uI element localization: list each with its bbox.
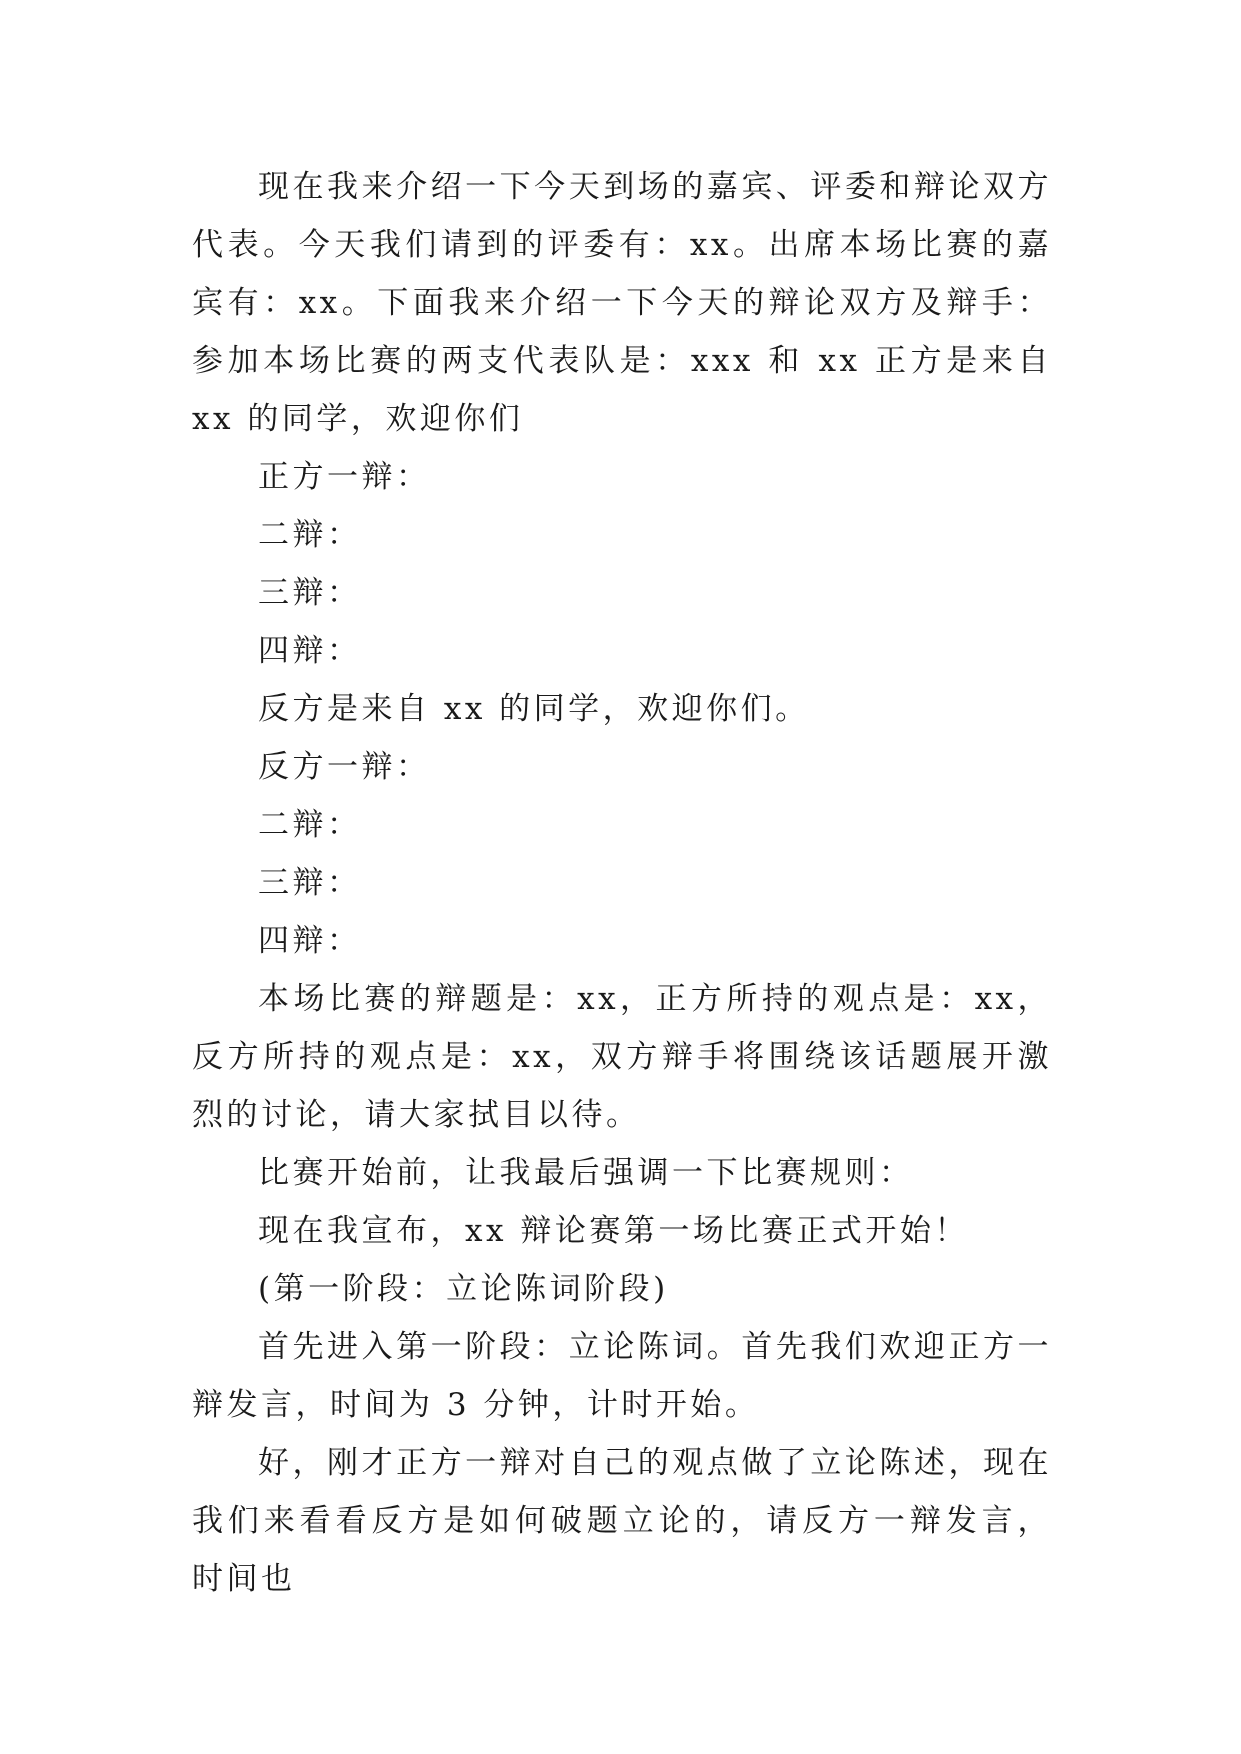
negative-second-speaker-line: 二辩：	[258, 807, 362, 843]
stage-heading: (第一阶段：立论陈词阶段)	[258, 1271, 669, 1307]
affirmative-second-speaker-line: 二辩：	[258, 517, 362, 553]
debate-topic-paragraph: 本场比赛的辩题是：xx，正方所持的观点是：xx，反方所持的观点是：xx，双方辩手将围绕该话题展开激烈的讨论，请大家拭目以待。	[192, 981, 1052, 1133]
intro-paragraph: 现在我来介绍一下今天到场的嘉宾、评委和辩论双方代表。今天我们请到的评委有：xx。出席本场比赛的嘉宾有：xx。下面我来介绍一下今天的辩论双方及辩手：参加本场比赛的两支代表队是：xxx 和 xx 正方是来自 xx 的同学，欢迎你们	[192, 169, 1052, 437]
document-body	[192, 158, 1052, 1608]
affirmative-third-speaker-line: 三辩：	[258, 575, 362, 611]
announcement-paragraph: 现在我宣布，xx 辩论赛第一场比赛正式开始！	[258, 1213, 969, 1249]
negative-first-speaker-line: 反方一辩：	[258, 749, 431, 785]
negative-team-intro: 反方是来自 xx 的同学，欢迎你们。	[258, 691, 810, 727]
stage-one-paragraph: 首先进入第一阶段：立论陈词。首先我们欢迎正方一辩发言，时间为 3 分钟，计时开始。	[192, 1329, 1052, 1423]
negative-fourth-speaker-line: 四辩：	[258, 923, 362, 959]
affirmative-fourth-speaker-line: 四辩：	[258, 633, 362, 669]
affirmative-first-speaker-line: 正方一辩：	[258, 459, 431, 495]
negative-third-speaker-line: 三辩：	[258, 865, 362, 901]
transition-paragraph: 好，刚才正方一辩对自己的观点做了立论陈述，现在我们来看看反方是如何破题立论的，请反方一辩发言，时间也	[192, 1445, 1052, 1597]
rules-paragraph: 比赛开始前，让我最后强调一下比赛规则：	[258, 1155, 914, 1191]
